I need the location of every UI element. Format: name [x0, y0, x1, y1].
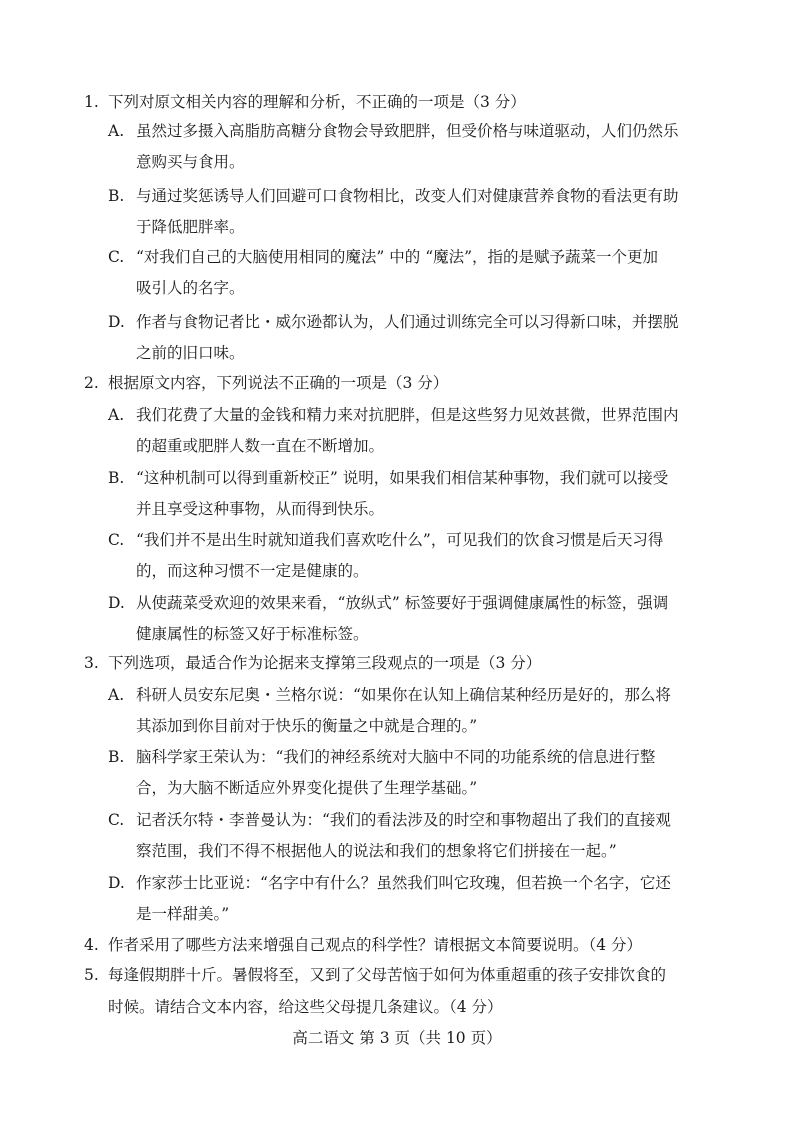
option-text-continued: 吸引人的名字。 — [136, 279, 245, 297]
question-2-option-b — [108, 463, 708, 525]
option-text: 科研人员安东尼奥・兰格尔说：“如果你在认知上确信某种经历是好的，那么将 — [136, 686, 671, 704]
question-1-option-a — [108, 116, 708, 178]
option-text: “对我们自己的大脑使用相同的魔法” 中的 “魔法”，指的是赋予蔬菜一个更加 — [136, 248, 659, 266]
option-letter: A. — [108, 122, 125, 140]
option-letter: D. — [108, 594, 125, 612]
question-1-stem — [84, 88, 724, 117]
question-2-option-c — [108, 525, 708, 587]
option-letter: A. — [108, 686, 125, 704]
question-3-option-c — [108, 805, 708, 867]
option-text-continued: 的超重或肥胖人数一直在不断增加。 — [136, 437, 385, 455]
question-text: 每逢假期胖十斤。暑假将至，又到了父母苦恼于如何为体重超重的孩子安排饮食的 — [108, 966, 667, 984]
option-text: 脑科学家王荣认为：“我们的神经系统对大脑中不同的功能系统的信息进行整 — [136, 748, 656, 766]
question-3-option-d — [108, 868, 708, 930]
option-text: 与通过奖惩诱导人们回避可口食物相比，改变人们对健康营养食物的看法更有助 — [136, 187, 679, 205]
question-text: 作者采用了哪些方法来增强自己观点的科学性？请根据文本简要说明。（4 分） — [108, 936, 643, 954]
question-5-stem-continued: 时候。请结合文本内容，给这些父母提几条建议。（4 分） — [108, 998, 503, 1016]
option-letter: C. — [108, 811, 125, 829]
question-3-option-a — [108, 680, 708, 742]
question-2-option-a — [108, 400, 708, 462]
question-2-option-d — [108, 588, 708, 650]
option-text: “这种机制可以得到重新校正” 说明，如果我们相信某种事物，我们就可以接受 — [136, 469, 669, 487]
option-letter: C. — [108, 248, 125, 266]
question-5-stem — [84, 961, 724, 990]
question-text: 下列选项，最适合作为论据来支撑第三段观点的一项是（3 分） — [108, 654, 542, 672]
question-text: 根据原文内容，下列说法不正确的一项是（3 分） — [108, 374, 449, 392]
option-text-continued: 并且享受这种事物，从而得到快乐。 — [136, 500, 385, 518]
option-letter: D. — [108, 874, 125, 892]
option-letter: B. — [108, 187, 125, 205]
question-3-option-b — [108, 742, 708, 804]
option-text-continued: 健康属性的标签又好于标准标签。 — [136, 625, 369, 643]
option-text-continued: 是一样甜美。” — [136, 905, 230, 923]
option-letter: A. — [108, 406, 125, 424]
option-text: “我们并不是出生时就知道我们喜欢吃什么”，可见我们的饮食习惯是后天习得 — [136, 531, 664, 549]
question-number: 1. — [84, 93, 99, 111]
option-text: 作家莎士比亚说：“名字中有什么？虽然我们叫它玫瑰，但若换一个名字，它还 — [136, 874, 671, 892]
question-number: 2. — [84, 374, 99, 392]
question-number: 4. — [84, 936, 99, 954]
question-text: 下列对原文相关内容的理解和分析，不正确的一项是（3 分） — [108, 93, 526, 111]
option-text-continued: 合，为大脑不断适应外界变化提供了生理学基础。” — [136, 779, 478, 797]
option-text-continued: 其添加到你目前对于快乐的衡量之中就是合理的。” — [136, 717, 478, 735]
question-1-option-b — [108, 181, 708, 243]
option-letter: B. — [108, 469, 125, 487]
option-letter: C. — [108, 531, 125, 549]
question-number: 3. — [84, 654, 99, 672]
question-1-option-d — [108, 307, 708, 369]
page-footer: 高二语文 第 3 页（共 10 页） — [292, 1029, 502, 1047]
option-letter: D. — [108, 313, 125, 331]
question-number: 5. — [84, 966, 99, 984]
option-text: 记者沃尔特・李普曼认为：“我们的看法涉及的时空和事物超出了我们的直接观 — [136, 811, 671, 829]
option-text: 从使蔬菜受欢迎的效果来看，“放纵式” 标签要好于强调健康属性的标签，强调 — [136, 594, 669, 612]
option-text: 作者与食物记者比・威尔逊都认为，人们通过训练完全可以习得新口味，并摆脱 — [136, 313, 679, 331]
option-text-continued: 之前的旧口味。 — [136, 344, 245, 362]
question-2-stem — [84, 369, 724, 398]
question-3-stem — [84, 649, 724, 678]
question-1-option-c — [108, 242, 708, 304]
option-text-continued: 于降低肥胖率。 — [136, 218, 245, 236]
option-text-continued: 意购买与食用。 — [136, 153, 245, 171]
option-text: 虽然过多摄入高脂肪高糖分食物会导致肥胖，但受价格与味道驱动，人们仍然乐 — [136, 122, 679, 140]
option-letter: B. — [108, 748, 125, 766]
option-text: 我们花费了大量的金钱和精力来对抗肥胖，但是这些努力见效甚微，世界范围内 — [136, 406, 679, 424]
option-text-continued: 的，而这种习惯不一定是健康的。 — [136, 562, 369, 580]
question-4-stem — [84, 931, 724, 960]
option-text-continued: 察范围，我们不得不根据他人的说法和我们的想象将它们拼接在一起。” — [136, 842, 617, 860]
